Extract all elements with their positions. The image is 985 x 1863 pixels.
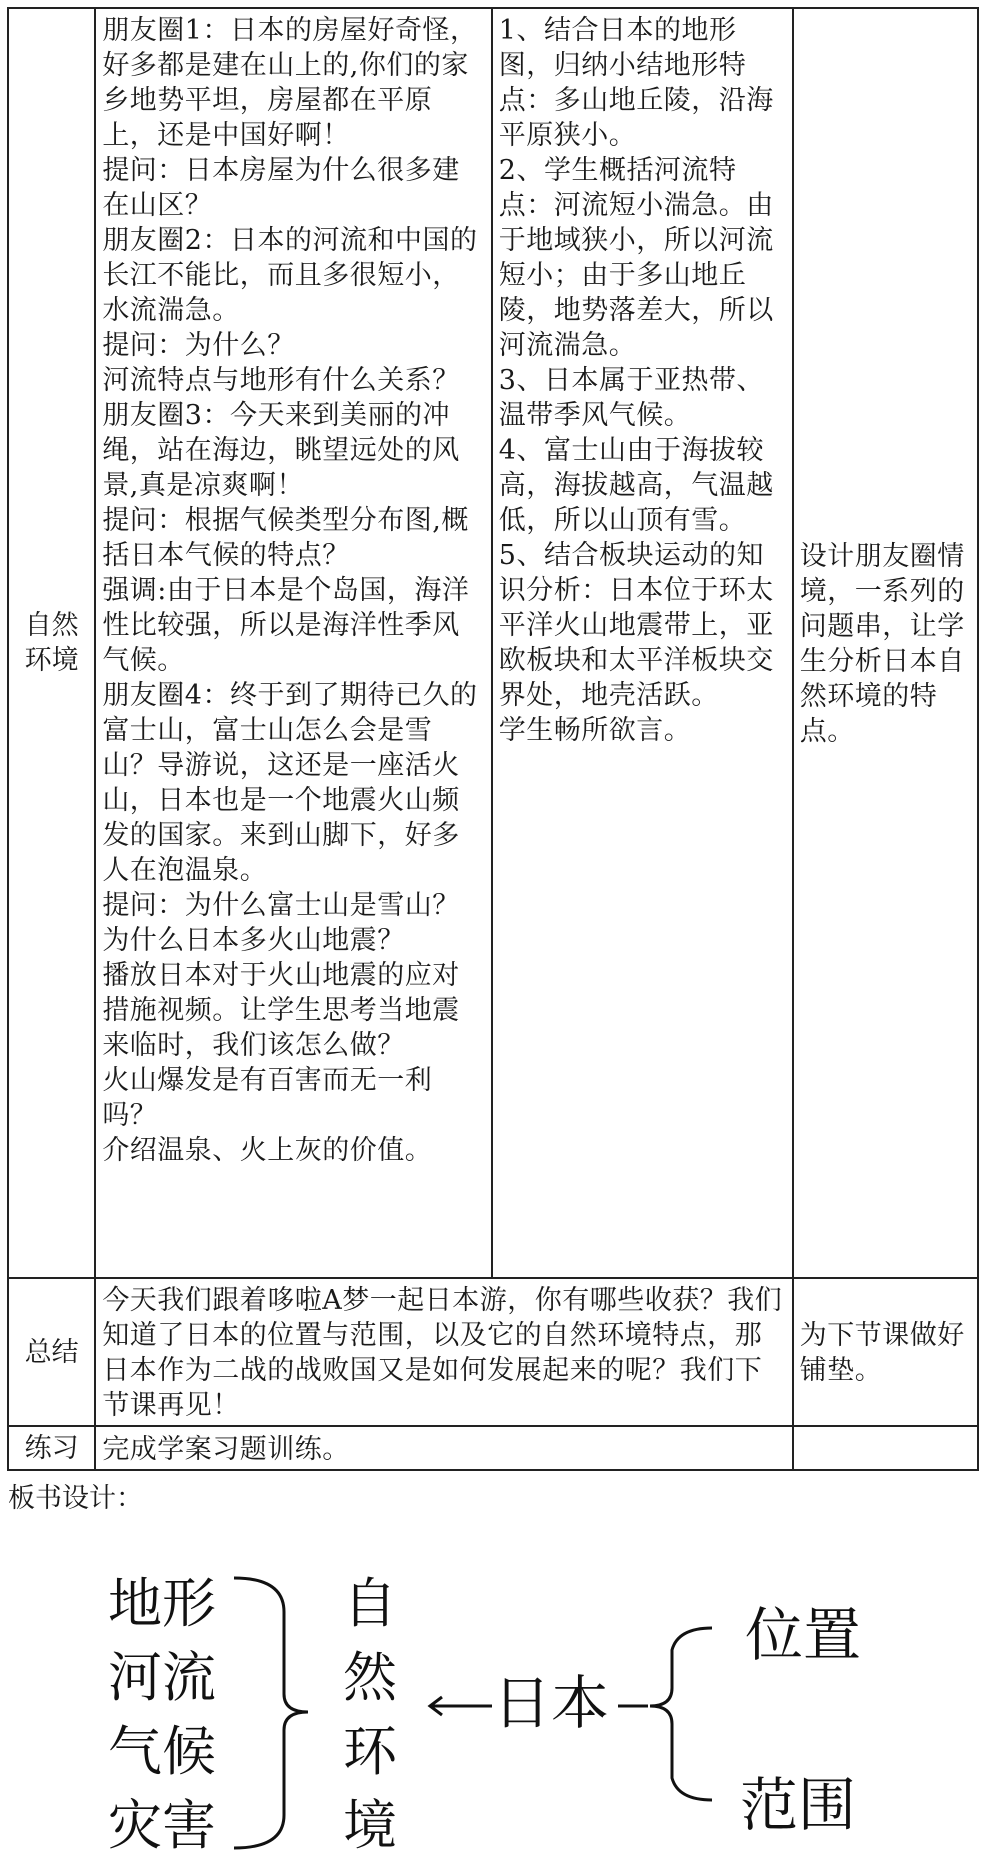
board-branch-location: 位置 bbox=[745, 1601, 862, 1669]
practice-intent-cell bbox=[793, 1426, 978, 1470]
board-branch-extent: 范围 bbox=[740, 1771, 857, 1839]
row-label-practice: 练习 bbox=[8, 1426, 95, 1470]
lesson-plan-table bbox=[7, 7, 979, 1471]
right-brace bbox=[650, 1628, 712, 1800]
student-activity-text: 1、结合日本的地形图，归纳小结地形特点：多山地丘陵，沿海平原狭小。 2、学生概括河流特点：河流短小湍急。由于地域狭小，所以河流短小；由于多山地丘陵，地势落差大，所以河流湍急。 3、日本属于亚热带、温带季风气候。 4、富士山由于海拔较高，海拔越高，气温越低，所以山顶有雪。 5、结合板块运动的知识分析：日本位于环太平洋火山地震带上，亚欧板块和太平洋板块交界处，地壳活跃。 学生畅所欲言。 bbox=[498, 15, 774, 746]
board-design-title: 板书设计： bbox=[8, 1483, 143, 1514]
summary-activity-text: 今天我们跟着哆啦A梦一起日本游，你有哪些收获？我们知道了日本的位置与范围，以及它的自然环境特点，那日本作为二战的战败国又是如何发展起来的呢？我们下节课再见！ bbox=[102, 1285, 783, 1421]
board-category-char-4: 境 bbox=[343, 1794, 397, 1857]
practice-activity-cell bbox=[95, 1426, 792, 1470]
board-feature-rivers: 河流 bbox=[108, 1646, 216, 1709]
table-row bbox=[8, 8, 978, 1278]
board-category-char-3: 环 bbox=[343, 1720, 397, 1783]
board-feature-terrain: 地形 bbox=[108, 1572, 216, 1635]
summary-activity-cell bbox=[95, 1278, 792, 1426]
teacher-activity-cell bbox=[95, 8, 491, 1278]
table-row bbox=[8, 1278, 978, 1426]
row-label-nature: 自然 环境 bbox=[8, 8, 95, 1278]
left-brace bbox=[234, 1578, 308, 1848]
table-row bbox=[8, 1426, 978, 1470]
summary-intent-text: 为下节课做好铺垫。 bbox=[799, 1320, 965, 1386]
student-activity-cell bbox=[492, 8, 793, 1278]
design-intent-cell bbox=[793, 8, 978, 1278]
practice-activity-text: 完成学案习题训练。 bbox=[102, 1433, 350, 1465]
row-label-summary: 总结 bbox=[8, 1278, 95, 1426]
design-intent-text: 设计朋友圈情境，一系列的问题串，让学生分析日本自然环境的特点。 bbox=[799, 541, 965, 747]
arrow-head-icon bbox=[430, 1697, 442, 1715]
board-category-char-2: 然 bbox=[343, 1646, 397, 1709]
board-category-char-1: 自 bbox=[343, 1572, 397, 1635]
summary-intent-cell bbox=[793, 1278, 978, 1426]
board-feature-disasters: 灾害 bbox=[108, 1794, 216, 1857]
teacher-activity-text: 朋友圈1：日本的房屋好奇怪，好多都是建在山上的,你们的家乡地势平坦，房屋都在平原上，还是中国好啊！ 提问：日本房屋为什么很多建在山区？ 朋友圈2：日本的河流和中国的长江不能比，而且多很短小，水流湍急。 提问：为什么？ 河流特点与地形有什么关系？ 朋友圈3：今天来到美丽的冲绳，站在海边，眺望远处的风景,真是凉爽啊！ 提问：根据气候类型分布图,概括日本气候的特点？ 强调:由于日本是个岛国，海洋性比较强，所以是海洋性季风气候。 朋友圈4：终于到了期待已久的富士山，富士山怎么会是雪山？导游说，这还是一座活火山，日本也是一个地震火山频发的国家。来到山脚下，好多人在泡温泉。 提问：为什么富士山是雪山？ 为什么日本多火山地震？ 播放日本对于火山地震的应对措施视频。让学生思考当地震来临时，我们该怎么做？ 火山爆发是有百害而无一利吗？ 介绍温泉、火上灰的价值。 bbox=[102, 15, 478, 1166]
board-center-japan: 日本 bbox=[493, 1669, 610, 1737]
board-feature-climate: 气候 bbox=[108, 1720, 216, 1783]
